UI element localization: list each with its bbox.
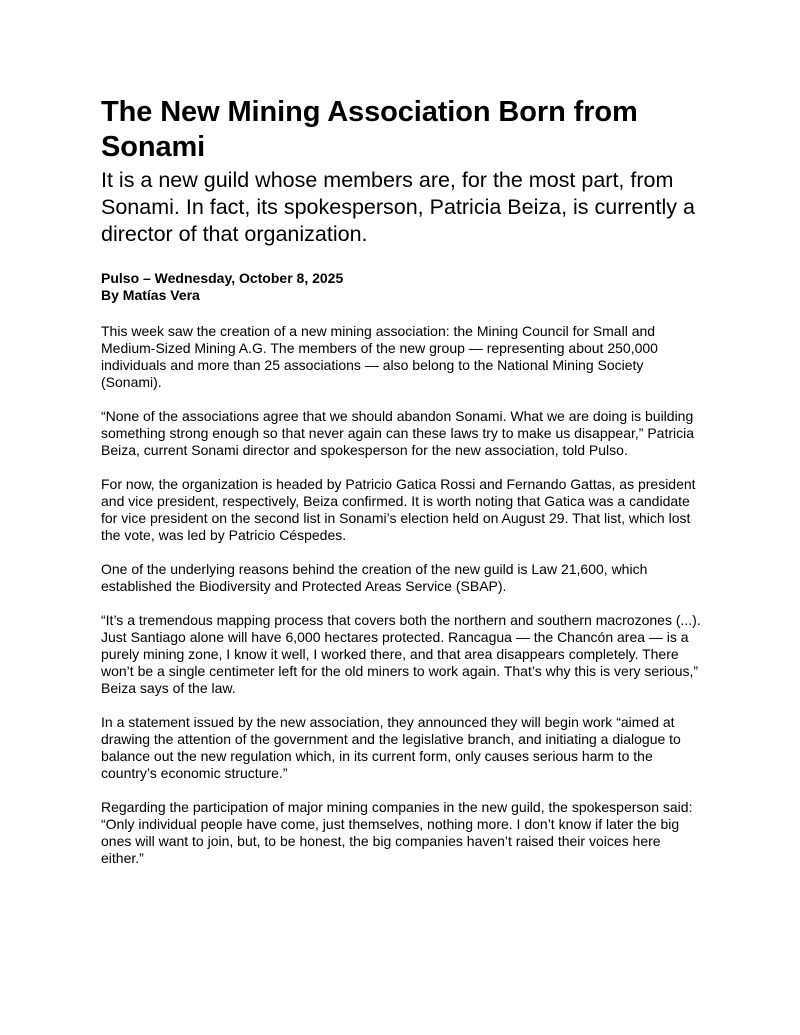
article-title: The New Mining Association Born from Sonami (101, 96, 638, 163)
paragraph: “None of the associations agree that we should abandon Sonami. What we are doing is building something strong enough so that never again can these laws try to make us disappear,” Patricia Beiza, current Sonami director and spokesperson for the new association, told Pulso. (101, 408, 695, 458)
paragraph: For now, the organization is headed by Patricio Gatica Rossi and Fernando Gattas, as president and vice president, respectively, Beiza confirmed. It is worth noting that Gatica was a candidate for vice president on the second list in Sonami’s election held on August 29. That list, which lost the vote, was led by Patricio Céspedes. (101, 476, 696, 543)
article-subtitle: It is a new guild whose members are, for the most part, from Sonami. In fact, its spokesperson, Patricia Beiza, is currently a director of that organization. (101, 168, 695, 246)
byline: By Matías Vera (101, 287, 200, 303)
article-body (101, 323, 701, 867)
article (101, 95, 701, 884)
paragraph: This week saw the creation of a new mining association: the Mining Council for Small and Medium-Sized Mining A.G. The members of the new group — representing about 250,000 individuals and more than 25 associations — also belong to the National Mining Society (Sonami). (101, 323, 658, 390)
paragraph: Regarding the participation of major mining companies in the new guild, the spokesperson said: “Only individual people have come, just themselves, nothing more. I don’t know if later the big ones will want to join, but, to be honest, the big companies haven’t raised their voices here either.” (101, 799, 693, 866)
paragraph: “It’s a tremendous mapping process that covers both the northern and southern macrozones (...). Just Santiago alone will have 6,000 hectares protected. Rancagua — the Chancón area — is a purely mining zone, I know it well, I worked there, and that area disappears completely. There won’t be a single centimeter left for the old miners to work again. That’s why this is very serious,” Beiza says of the law. (101, 612, 701, 696)
paragraph: In a statement issued by the new association, they announced they will begin work “aimed at drawing the attention of the government and the legislative branch, and initiating a dialogue to balance out the new regulation which, in its current form, only causes serious harm to the country’s economic structure.” (101, 714, 681, 781)
paragraph: One of the underlying reasons behind the creation of the new guild is Law 21,600, which established the Biodiversity and Protected Areas Service (SBAP). (101, 561, 648, 594)
article-meta (101, 270, 701, 304)
dateline: Pulso – Wednesday, October 8, 2025 (101, 270, 344, 286)
